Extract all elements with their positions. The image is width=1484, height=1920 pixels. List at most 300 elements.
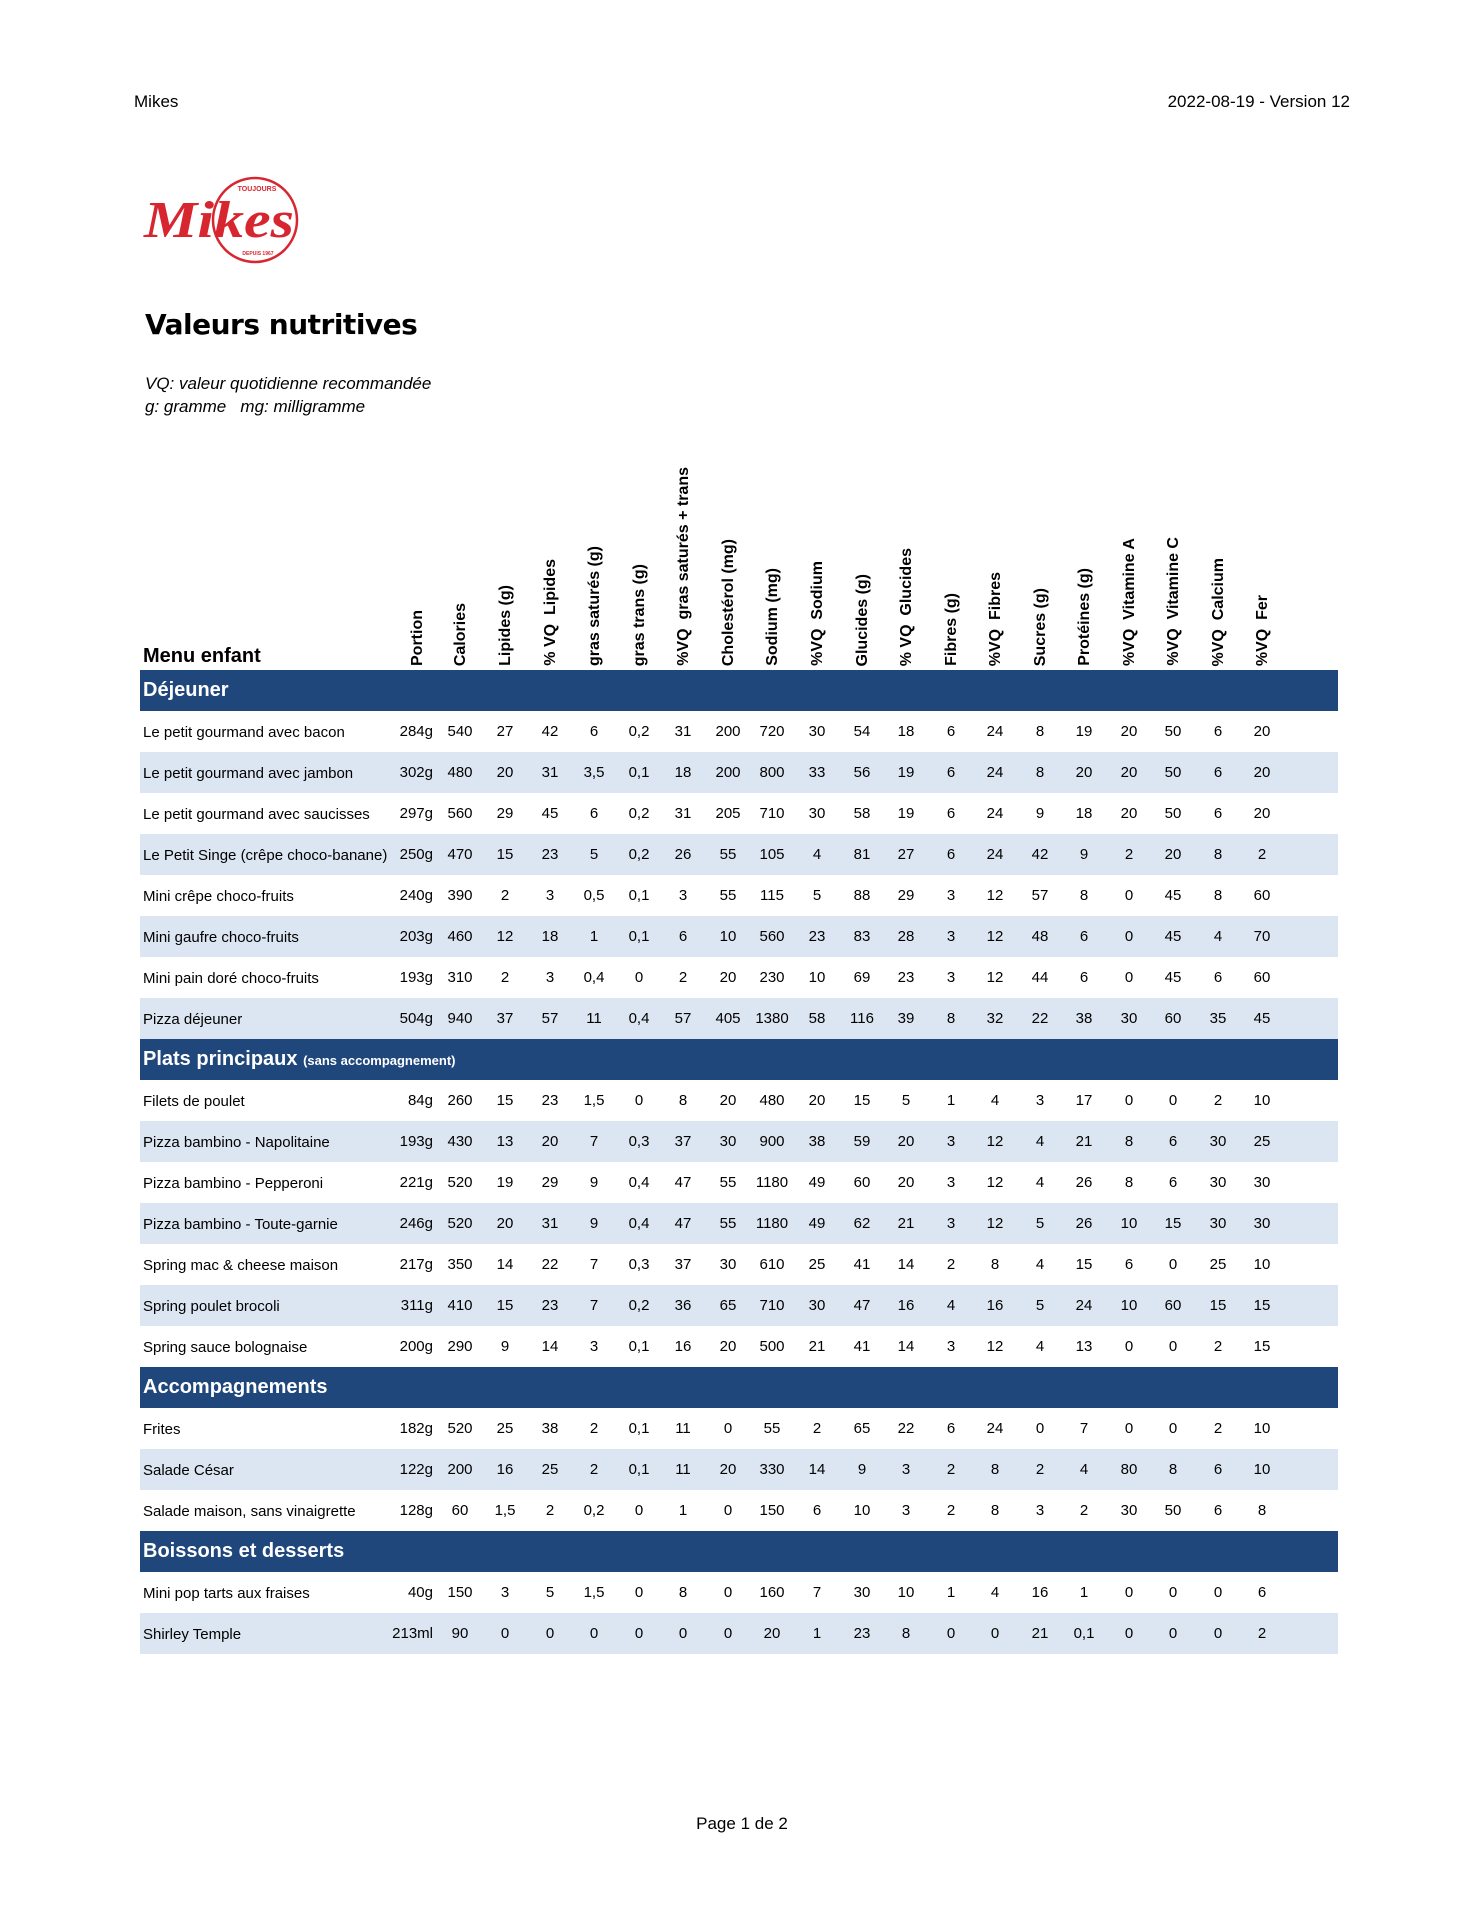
table-cell: 0 bbox=[1213, 1625, 1223, 1642]
table-cell: 30 bbox=[1209, 1133, 1227, 1150]
table-cell: 35 bbox=[1209, 1010, 1227, 1027]
column-header-label: Sodium (mg) bbox=[764, 568, 781, 666]
table-cell: 9 bbox=[1035, 805, 1045, 822]
table-cell: 37 bbox=[496, 1010, 514, 1027]
column-header-label: Calories bbox=[452, 602, 469, 666]
table-cell: 49 bbox=[808, 1174, 826, 1191]
menu-item-name: Pizza bambino - Napolitaine bbox=[143, 1134, 330, 1151]
table-cell: 0 bbox=[990, 1625, 1000, 1642]
table-cell: 19 bbox=[1075, 723, 1093, 740]
table-cell: 330 bbox=[759, 1461, 785, 1478]
table-cell: 0,1 bbox=[628, 1338, 650, 1355]
table-cell: 302g bbox=[399, 764, 433, 781]
logo-main-text: Mikes bbox=[142, 192, 294, 249]
table-cell: 290 bbox=[447, 1338, 473, 1355]
table-cell: 6 bbox=[1168, 1174, 1178, 1191]
table-cell: 0,2 bbox=[628, 723, 650, 740]
table-cell: 3 bbox=[946, 1338, 956, 1355]
table-cell: 10 bbox=[1120, 1215, 1138, 1232]
table-cell: 23 bbox=[541, 1092, 559, 1109]
table-cell: 246g bbox=[399, 1215, 433, 1232]
table-cell: 8 bbox=[1168, 1461, 1178, 1478]
table-cell: 60 bbox=[1253, 887, 1271, 904]
table-cell: 16 bbox=[986, 1297, 1004, 1314]
menu-item-name: Mini gaufre choco-fruits bbox=[143, 929, 299, 946]
menu-item-name: Frites bbox=[143, 1421, 181, 1438]
table-cell: 0 bbox=[500, 1625, 510, 1642]
table-cell: 390 bbox=[447, 887, 473, 904]
table-cell: 41 bbox=[853, 1338, 871, 1355]
table-cell: 20 bbox=[808, 1092, 826, 1109]
menu-item-name: Spring mac & cheese maison bbox=[143, 1257, 339, 1274]
table-row bbox=[140, 1162, 1338, 1203]
table-cell: 69 bbox=[853, 969, 871, 986]
table-cell: 6 bbox=[1213, 1502, 1223, 1519]
table-cell: 6 bbox=[1213, 805, 1223, 822]
table-cell: 9 bbox=[1079, 846, 1089, 863]
table-cell: 8 bbox=[1124, 1174, 1134, 1191]
table-cell: 23 bbox=[853, 1625, 871, 1642]
menu-item-name: Salade César bbox=[143, 1462, 234, 1479]
table-cell: 11 bbox=[675, 1420, 691, 1437]
table-cell: 0,3 bbox=[628, 1256, 650, 1273]
table-cell: 44 bbox=[1031, 969, 1049, 986]
table-cell: 193g bbox=[399, 1133, 433, 1150]
column-header-label: Protéines (g) bbox=[1076, 568, 1093, 666]
table-cell: 2 bbox=[589, 1420, 599, 1437]
menu-item-name: Le petit gourmand avec saucisses bbox=[143, 806, 370, 823]
table-cell: 720 bbox=[759, 723, 785, 740]
table-cell: 203g bbox=[399, 928, 433, 945]
table-cell: 23 bbox=[808, 928, 826, 945]
table-cell: 3 bbox=[946, 1174, 956, 1191]
table-cell: 0,1 bbox=[628, 764, 650, 781]
table-cell: 16 bbox=[897, 1297, 915, 1314]
logo-arc-top: TOUJOURS bbox=[237, 186, 277, 193]
table-cell: 45 bbox=[1164, 969, 1182, 986]
table-cell: 40g bbox=[407, 1584, 433, 1601]
table-cell: 0 bbox=[1124, 1092, 1134, 1109]
table-cell: 21 bbox=[808, 1338, 826, 1355]
table-cell: 0 bbox=[589, 1625, 599, 1642]
table-cell: 24 bbox=[986, 846, 1004, 863]
table-cell: 30 bbox=[719, 1256, 737, 1273]
table-cell: 15 bbox=[1164, 1215, 1182, 1232]
table-cell: 19 bbox=[897, 764, 915, 781]
table-cell: 1380 bbox=[755, 1010, 789, 1027]
table-cell: 30 bbox=[1209, 1174, 1227, 1191]
table-row bbox=[140, 1408, 1338, 1449]
page-footer: Page 1 de 2 bbox=[696, 1814, 788, 1833]
table-cell: 15 bbox=[496, 846, 514, 863]
table-cell: 20 bbox=[719, 1338, 737, 1355]
table-cell: 0,5 bbox=[583, 887, 605, 904]
table-cell: 81 bbox=[853, 846, 871, 863]
table-cell: 0,2 bbox=[628, 846, 650, 863]
table-cell: 0 bbox=[723, 1584, 733, 1601]
table-cell: 7 bbox=[589, 1297, 599, 1314]
table-cell: 20 bbox=[719, 969, 737, 986]
table-cell: 25 bbox=[1209, 1256, 1227, 1273]
table-cell: 8 bbox=[990, 1502, 1000, 1519]
column-header bbox=[1118, 421, 1142, 666]
table-cell: 8 bbox=[1213, 887, 1223, 904]
table-cell: 1 bbox=[589, 928, 599, 945]
column-header-label: % VQ Glucides bbox=[898, 547, 915, 666]
table-cell: 30 bbox=[1253, 1215, 1271, 1232]
table-cell: 70 bbox=[1253, 928, 1271, 945]
table-cell: 45 bbox=[1164, 887, 1182, 904]
table-cell: 200 bbox=[715, 723, 741, 740]
table-cell: 10 bbox=[897, 1584, 915, 1601]
table-cell: 0,1 bbox=[628, 1420, 650, 1437]
table-cell: 122g bbox=[399, 1461, 433, 1478]
table-cell: 150 bbox=[759, 1502, 785, 1519]
table-cell: 200 bbox=[447, 1461, 473, 1478]
table-cell: 18 bbox=[1075, 805, 1093, 822]
table-cell: 20 bbox=[719, 1092, 737, 1109]
table-cell: 5 bbox=[1035, 1215, 1045, 1232]
table-cell: 18 bbox=[897, 723, 915, 740]
menu-item-name: Pizza bambino - Toute-garnie bbox=[143, 1216, 338, 1233]
column-header-label: Lipides (g) bbox=[497, 585, 514, 666]
table-cell: 47 bbox=[853, 1297, 871, 1314]
table-cell: 480 bbox=[759, 1092, 785, 1109]
table-cell: 8 bbox=[990, 1256, 1000, 1273]
table-cell: 55 bbox=[763, 1420, 781, 1437]
table-cell: 0 bbox=[723, 1502, 733, 1519]
table-cell: 5 bbox=[901, 1092, 911, 1109]
table-cell: 55 bbox=[719, 1215, 737, 1232]
table-cell: 12 bbox=[986, 969, 1004, 986]
table-cell: 50 bbox=[1164, 723, 1182, 740]
table-cell: 31 bbox=[541, 764, 559, 781]
table-cell: 160 bbox=[759, 1584, 785, 1601]
table-cell: 19 bbox=[496, 1174, 514, 1191]
table-cell: 6 bbox=[946, 805, 956, 822]
table-cell: 21 bbox=[1075, 1133, 1093, 1150]
table-cell: 6 bbox=[1213, 723, 1223, 740]
table-cell: 20 bbox=[496, 1215, 514, 1232]
table-cell: 105 bbox=[759, 846, 785, 863]
table-cell: 800 bbox=[759, 764, 785, 781]
table-cell: 6 bbox=[1213, 969, 1223, 986]
table-row bbox=[140, 1285, 1338, 1326]
table-cell: 30 bbox=[1120, 1010, 1138, 1027]
table-cell: 12 bbox=[986, 1133, 1004, 1150]
table-cell: 250g bbox=[399, 846, 433, 863]
table-cell: 540 bbox=[447, 723, 473, 740]
table-cell: 6 bbox=[812, 1502, 822, 1519]
table-cell: 11 bbox=[675, 1461, 691, 1478]
table-cell: 2 bbox=[678, 969, 688, 986]
table-cell: 3 bbox=[946, 1133, 956, 1150]
table-cell: 3 bbox=[946, 969, 956, 986]
table-cell: 1180 bbox=[755, 1215, 789, 1232]
table-cell: 4 bbox=[990, 1092, 1000, 1109]
table-cell: 88 bbox=[853, 887, 871, 904]
table-cell: 3 bbox=[500, 1584, 510, 1601]
table-cell: 0,1 bbox=[628, 1461, 650, 1478]
table-row bbox=[140, 1572, 1338, 1613]
table-cell: 2 bbox=[500, 887, 510, 904]
column-header-label: %VQ Calcium bbox=[1210, 557, 1227, 666]
column-header bbox=[1207, 421, 1231, 666]
table-cell: 182g bbox=[399, 1420, 433, 1437]
table-cell: 0 bbox=[678, 1625, 688, 1642]
table-cell: 25 bbox=[496, 1420, 514, 1437]
table-cell: 221g bbox=[399, 1174, 433, 1191]
column-header bbox=[672, 421, 696, 666]
table-cell: 2 bbox=[1124, 846, 1134, 863]
table-cell: 59 bbox=[853, 1133, 871, 1150]
table-cell: 7 bbox=[589, 1256, 599, 1273]
table-cell: 213ml bbox=[392, 1625, 433, 1642]
table-cell: 65 bbox=[719, 1297, 737, 1314]
table-cell: 4 bbox=[1213, 928, 1223, 945]
table-cell: 31 bbox=[674, 805, 692, 822]
table-cell: 26 bbox=[1075, 1215, 1093, 1232]
table-cell: 41 bbox=[853, 1256, 871, 1273]
table-cell: 405 bbox=[715, 1010, 741, 1027]
table-cell: 20 bbox=[1253, 723, 1271, 740]
table-cell: 12 bbox=[986, 887, 1004, 904]
table-cell: 8 bbox=[990, 1461, 1000, 1478]
table-cell: 15 bbox=[853, 1092, 871, 1109]
table-cell: 10 bbox=[1253, 1461, 1271, 1478]
table-cell: 410 bbox=[447, 1297, 473, 1314]
table-cell: 15 bbox=[1253, 1297, 1271, 1314]
table-cell: 3,5 bbox=[583, 764, 605, 781]
table-cell: 193g bbox=[399, 969, 433, 986]
column-header-label: Portion bbox=[409, 610, 426, 666]
table-cell: 30 bbox=[1209, 1215, 1227, 1232]
nutrition-table bbox=[140, 420, 1338, 1654]
table-row bbox=[140, 1490, 1338, 1531]
table-cell: 37 bbox=[674, 1133, 692, 1150]
table-cell: 15 bbox=[1253, 1338, 1271, 1355]
table-cell: 14 bbox=[541, 1338, 559, 1355]
table-cell: 8 bbox=[1079, 887, 1089, 904]
table-cell: 22 bbox=[1031, 1010, 1049, 1027]
table-cell: 0 bbox=[634, 1584, 644, 1601]
table-cell: 0 bbox=[1124, 969, 1134, 986]
table-cell: 9 bbox=[589, 1174, 599, 1191]
table-cell: 3 bbox=[1035, 1502, 1045, 1519]
table-cell: 21 bbox=[1031, 1625, 1049, 1642]
table-header bbox=[140, 420, 1338, 670]
table-cell: 10 bbox=[853, 1502, 871, 1519]
table-cell: 6 bbox=[946, 723, 956, 740]
table-cell: 23 bbox=[541, 846, 559, 863]
table-cell: 37 bbox=[674, 1256, 692, 1273]
table-cell: 50 bbox=[1164, 764, 1182, 781]
section-header bbox=[140, 1531, 1338, 1572]
table-row bbox=[140, 916, 1338, 957]
table-cell: 3 bbox=[901, 1461, 911, 1478]
table-cell: 6 bbox=[589, 723, 599, 740]
table-cell: 80 bbox=[1120, 1461, 1138, 1478]
table-cell: 10 bbox=[1120, 1297, 1138, 1314]
logo-arc-bottom: DEPUIS 1967 bbox=[242, 251, 274, 257]
table-cell: 7 bbox=[1079, 1420, 1089, 1437]
legend-line-vq: VQ: valeur quotidienne recommandée bbox=[145, 374, 432, 393]
table-cell: 0 bbox=[946, 1625, 956, 1642]
page-header-brand: Mikes bbox=[134, 92, 179, 111]
table-cell: 430 bbox=[447, 1133, 473, 1150]
section-header bbox=[140, 1039, 1338, 1080]
menu-label: Menu enfant bbox=[143, 645, 261, 667]
table-cell: 12 bbox=[986, 1215, 1004, 1232]
column-header-label: gras saturés (g) bbox=[586, 545, 603, 666]
table-cell: 5 bbox=[545, 1584, 555, 1601]
table-cell: 3 bbox=[946, 928, 956, 945]
table-cell: 2 bbox=[1079, 1502, 1089, 1519]
table-cell: 2 bbox=[589, 1461, 599, 1478]
table-cell: 0 bbox=[1124, 1420, 1134, 1437]
table-cell: 200g bbox=[399, 1338, 433, 1355]
table-cell: 55 bbox=[719, 887, 737, 904]
menu-item-name: Mini pop tarts aux fraises bbox=[143, 1585, 310, 1602]
table-cell: 20 bbox=[496, 764, 514, 781]
table-cell: 0,4 bbox=[628, 1010, 650, 1027]
page-title: Valeurs nutritives bbox=[145, 308, 418, 341]
table-cell: 28 bbox=[897, 928, 915, 945]
table-cell: 0 bbox=[1124, 1625, 1134, 1642]
column-header bbox=[806, 421, 830, 666]
table-cell: 2 bbox=[500, 969, 510, 986]
table-body bbox=[140, 670, 1338, 1654]
table-cell: 20 bbox=[897, 1174, 915, 1191]
table-cell: 26 bbox=[1075, 1174, 1093, 1191]
table-cell: 150 bbox=[447, 1584, 473, 1601]
table-cell: 12 bbox=[986, 928, 1004, 945]
table-cell: 24 bbox=[1075, 1297, 1093, 1314]
table-cell: 2 bbox=[946, 1256, 956, 1273]
table-cell: 940 bbox=[447, 1010, 473, 1027]
table-cell: 20 bbox=[1253, 764, 1271, 781]
table-cell: 6 bbox=[678, 928, 688, 945]
table-cell: 55 bbox=[719, 1174, 737, 1191]
table-cell: 116 bbox=[850, 1010, 874, 1027]
table-cell: 14 bbox=[897, 1338, 915, 1355]
table-cell: 610 bbox=[759, 1256, 785, 1273]
column-header bbox=[1029, 421, 1053, 666]
table-cell: 9 bbox=[857, 1461, 867, 1478]
table-cell: 5 bbox=[589, 846, 599, 863]
section-title: Déjeuner bbox=[143, 679, 229, 701]
table-cell: 16 bbox=[1031, 1584, 1049, 1601]
table-cell: 25 bbox=[541, 1461, 559, 1478]
table-cell: 16 bbox=[496, 1461, 514, 1478]
table-cell: 0 bbox=[1124, 928, 1134, 945]
table-cell: 24 bbox=[986, 1420, 1004, 1437]
table-cell: 45 bbox=[1164, 928, 1182, 945]
table-cell: 29 bbox=[897, 887, 915, 904]
table-cell: 560 bbox=[447, 805, 473, 822]
table-row bbox=[140, 998, 1338, 1039]
table-row bbox=[140, 1121, 1338, 1162]
table-cell: 1,5 bbox=[583, 1584, 605, 1601]
table-cell: 12 bbox=[496, 928, 514, 945]
table-cell: 14 bbox=[808, 1461, 826, 1478]
column-header-label: Fibres (g) bbox=[943, 593, 960, 666]
table-cell: 470 bbox=[447, 846, 473, 863]
table-cell: 3 bbox=[946, 887, 956, 904]
table-cell: 0 bbox=[723, 1420, 733, 1437]
column-header-label: %VQ Vitamine C bbox=[1165, 537, 1182, 666]
table-cell: 54 bbox=[853, 723, 871, 740]
table-cell: 1 bbox=[812, 1625, 822, 1642]
column-header bbox=[895, 421, 919, 666]
table-cell: 45 bbox=[541, 805, 559, 822]
table-cell: 20 bbox=[1075, 764, 1093, 781]
section-note: (sans accompagnement) bbox=[303, 1053, 456, 1068]
table-cell: 0,4 bbox=[628, 1215, 650, 1232]
table-row bbox=[140, 711, 1338, 752]
table-cell: 4 bbox=[1035, 1133, 1045, 1150]
table-row bbox=[140, 834, 1338, 875]
table-cell: 58 bbox=[808, 1010, 826, 1027]
table-cell: 20 bbox=[1253, 805, 1271, 822]
table-cell: 30 bbox=[808, 805, 826, 822]
table-cell: 38 bbox=[541, 1420, 559, 1437]
table-cell: 17 bbox=[1075, 1092, 1093, 1109]
table-cell: 1 bbox=[1079, 1584, 1089, 1601]
table-cell: 47 bbox=[674, 1174, 692, 1191]
menu-item-name: Salade maison, sans vinaigrette bbox=[143, 1503, 356, 1520]
table-cell: 2 bbox=[812, 1420, 822, 1437]
table-cell: 57 bbox=[1031, 887, 1049, 904]
table-cell: 8 bbox=[901, 1625, 911, 1642]
legend bbox=[145, 372, 431, 418]
table-cell: 26 bbox=[674, 846, 692, 863]
table-cell: 19 bbox=[897, 805, 915, 822]
table-cell: 42 bbox=[1031, 846, 1049, 863]
table-row bbox=[140, 1080, 1338, 1121]
table-cell: 3 bbox=[589, 1338, 599, 1355]
column-header bbox=[851, 421, 875, 666]
table-cell: 15 bbox=[496, 1092, 514, 1109]
table-cell: 8 bbox=[1035, 723, 1045, 740]
table-row bbox=[140, 752, 1338, 793]
table-row bbox=[140, 1449, 1338, 1490]
table-cell: 10 bbox=[1253, 1420, 1271, 1437]
column-header-label: %VQ Sodium bbox=[809, 561, 826, 666]
table-cell: 20 bbox=[897, 1133, 915, 1150]
table-cell: 22 bbox=[897, 1420, 915, 1437]
table-cell: 15 bbox=[496, 1297, 514, 1314]
table-cell: 20 bbox=[1120, 805, 1138, 822]
page-header-version: 2022-08-19 - Version 12 bbox=[1167, 92, 1350, 111]
table-cell: 0 bbox=[634, 1092, 644, 1109]
table-cell: 5 bbox=[1035, 1297, 1045, 1314]
table-cell: 8 bbox=[1124, 1133, 1134, 1150]
table-cell: 0 bbox=[1168, 1625, 1178, 1642]
table-cell: 0 bbox=[1213, 1584, 1223, 1601]
table-cell: 65 bbox=[853, 1420, 871, 1437]
table-cell: 0 bbox=[1124, 1584, 1134, 1601]
table-cell: 240g bbox=[399, 887, 433, 904]
table-cell: 350 bbox=[447, 1256, 473, 1273]
table-cell: 14 bbox=[496, 1256, 514, 1273]
column-header-label: Cholestérol (mg) bbox=[720, 538, 737, 666]
table-cell: 6 bbox=[1079, 969, 1089, 986]
column-header bbox=[761, 421, 785, 666]
table-cell: 7 bbox=[812, 1584, 822, 1601]
table-cell: 0 bbox=[634, 1502, 644, 1519]
table-cell: 21 bbox=[897, 1215, 915, 1232]
